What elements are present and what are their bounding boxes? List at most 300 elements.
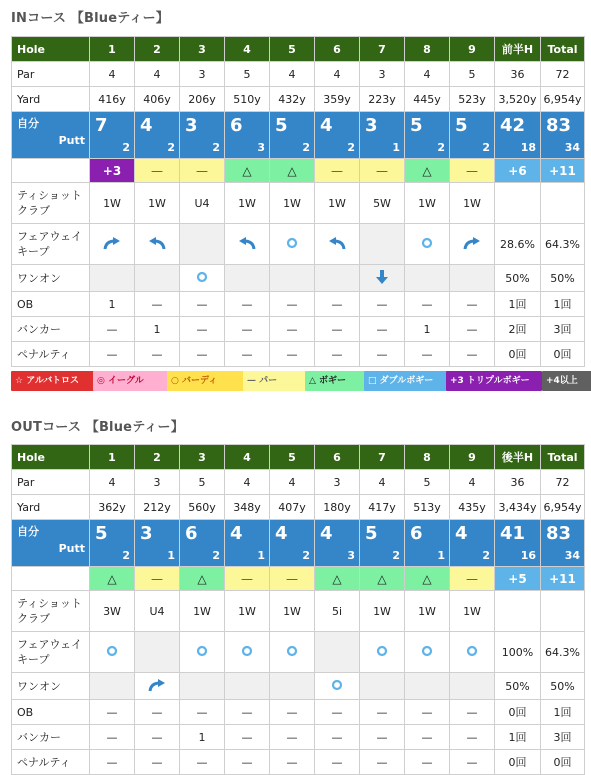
gir-row-cell (360, 265, 405, 292)
gir-hit-icon (331, 681, 343, 694)
stroke-count: 4 (230, 523, 243, 544)
par-row-cell: 4 (270, 62, 315, 87)
penalty-row-cell: — (360, 342, 405, 367)
par-row-cell: 4 (405, 62, 450, 87)
score-label-cell (12, 112, 90, 159)
gir-row-cell (225, 673, 270, 700)
gir-row-cell (225, 265, 270, 292)
result-label-cell (12, 567, 90, 591)
par-row-cell: 5 (180, 470, 225, 495)
par-row-cell: 4 (90, 62, 135, 87)
fairway-row (12, 224, 585, 265)
fairway-row-cell (90, 224, 135, 265)
penalty-row-label: ペナルティ (12, 750, 90, 775)
stroke-count: 41 (500, 523, 526, 544)
result-badge: △ (405, 567, 450, 591)
fairway-hit-icon (196, 647, 208, 660)
ob-row-cell: — (405, 700, 450, 725)
bunker-row-cell: — (315, 725, 360, 750)
yard-row-label: Yard (12, 87, 90, 112)
fairway-row-cell (180, 224, 225, 265)
bunker-row-cell: — (180, 317, 225, 342)
hole-header: 5 (270, 37, 315, 62)
result-badge: +11 (541, 567, 585, 591)
hole-header: 3 (180, 445, 225, 470)
ob-row-cell: — (270, 292, 315, 317)
result-badge: △ (270, 159, 315, 183)
stroke-count: 3 (365, 115, 378, 136)
fairway-row-label: フェアウェイ キープ (12, 224, 90, 265)
stroke-count: 5 (95, 523, 108, 544)
out-course-scorecard (11, 444, 585, 775)
putt-count: 2 (437, 141, 445, 154)
legend-eagle: ◎ イーグル (93, 371, 168, 391)
score-cell (135, 520, 180, 567)
yard-row-cell: 359y (315, 87, 360, 112)
gir-row-cell (405, 265, 450, 292)
gir-row-label: ワンオン (12, 265, 90, 292)
club-label: ティショット クラブ (12, 591, 90, 632)
hole-header: 9 (450, 37, 495, 62)
result-badge: — (270, 567, 315, 591)
bunker-row-cell: — (360, 317, 405, 342)
bunker-row-cell: 1回 (495, 725, 541, 750)
left-arrow-icon (238, 240, 256, 253)
par-row-cell: 4 (225, 470, 270, 495)
fairway-row-cell (270, 632, 315, 673)
result-badge: — (360, 159, 405, 183)
putt-count: 2 (122, 549, 130, 562)
fairway-row-cell (405, 632, 450, 673)
putt-count: 1 (392, 141, 400, 154)
legend-double-bogey: □ ダブルボギー (364, 371, 447, 391)
club-cell: 1W (90, 183, 135, 224)
putt-count: 2 (122, 141, 130, 154)
penalty-row (12, 342, 585, 367)
score-cell (135, 112, 180, 159)
par-row-cell: 3 (135, 470, 180, 495)
header-row (12, 445, 585, 470)
hole-header: 3 (180, 37, 225, 62)
score-cell (225, 112, 270, 159)
left-arrow-icon (148, 240, 166, 253)
left-arrow-icon (328, 240, 346, 253)
ob-row-cell: — (225, 700, 270, 725)
ob-row-cell: — (450, 292, 495, 317)
gir-row-cell (541, 673, 585, 700)
yard-row-cell: 180y (315, 495, 360, 520)
par-row-cell: 3 (315, 470, 360, 495)
gir-row-rate: 50% (550, 271, 575, 285)
score-cell (360, 112, 405, 159)
bunker-row (12, 725, 585, 750)
penalty-row-cell: 0回 (495, 750, 541, 775)
yard-row-label: Yard (12, 495, 90, 520)
stroke-count: 4 (140, 115, 153, 136)
bunker-row-cell: — (135, 725, 180, 750)
penalty-row-cell: — (135, 750, 180, 775)
par-row-cell: 5 (405, 470, 450, 495)
gir-row-cell (405, 673, 450, 700)
yard-row-cell: 416y (90, 87, 135, 112)
gir-hit-icon (196, 273, 208, 286)
gir-row-cell (450, 265, 495, 292)
yard-row-cell: 206y (180, 87, 225, 112)
penalty-row-cell: — (180, 342, 225, 367)
club-cell: 3W (90, 591, 135, 632)
gir-row-cell (495, 673, 541, 700)
hole-header: 5 (270, 445, 315, 470)
par-row-cell: 4 (90, 470, 135, 495)
ob-row-label: OB (12, 700, 90, 725)
fairway-row-cell (315, 632, 360, 673)
score-cell (270, 520, 315, 567)
penalty-row-cell: — (225, 750, 270, 775)
gir-row-cell (315, 673, 360, 700)
yard-row-cell: 212y (135, 495, 180, 520)
club-cell (541, 591, 585, 632)
ob-row (12, 700, 585, 725)
stroke-count: 4 (320, 523, 333, 544)
fairway-hit-icon (106, 647, 118, 660)
club-cell: 1W (225, 183, 270, 224)
result-badge: — (135, 567, 180, 591)
fairway-hit-icon (466, 647, 478, 660)
out-course-title: OUTコース 【Blueティー】 (11, 420, 184, 435)
score-cell (90, 520, 135, 567)
club-cell: 1W (450, 591, 495, 632)
in-course-scorecard (11, 36, 585, 367)
yard-row-cell: 417y (360, 495, 405, 520)
bunker-row-cell: — (450, 725, 495, 750)
gir-row-cell (270, 673, 315, 700)
right-arrow-icon (148, 682, 166, 695)
yard-row-cell: 513y (405, 495, 450, 520)
penalty-row-cell: — (405, 342, 450, 367)
gir-row-rate: 50% (550, 679, 575, 693)
legend-triple-bogey: +3 トリプルボギー (446, 371, 542, 391)
club-cell: 1W (270, 183, 315, 224)
penalty-row-cell: — (180, 750, 225, 775)
score-label: 自分 (17, 525, 39, 538)
gir-row-cell (135, 673, 180, 700)
hole-header: 前半H (495, 37, 541, 62)
score-row (12, 520, 585, 567)
stroke-count: 3 (140, 523, 153, 544)
ob-row-cell: — (450, 700, 495, 725)
yard-row (12, 495, 585, 520)
club-cell: 1W (270, 591, 315, 632)
par-row (12, 62, 585, 87)
legend-par: — パー (243, 371, 307, 391)
club-label: ティショット クラブ (12, 183, 90, 224)
club-cell (495, 591, 541, 632)
stroke-count: 5 (455, 115, 468, 136)
ob-row-label: OB (12, 292, 90, 317)
fairway-row-rate: 28.6% (500, 237, 535, 251)
result-badge: △ (360, 567, 405, 591)
stroke-count: 4 (275, 523, 288, 544)
putt-count: 2 (212, 549, 220, 562)
fairway-row (12, 632, 585, 673)
stroke-count: 4 (320, 115, 333, 136)
hole-header: Total (541, 445, 585, 470)
bunker-row-cell: 1 (135, 317, 180, 342)
gir-row-cell (90, 265, 135, 292)
score-cell (315, 520, 360, 567)
result-row (12, 159, 585, 183)
score-cell (541, 112, 585, 159)
putt-label: Putt (58, 542, 85, 555)
result-badge: +6 (495, 159, 541, 183)
score-cell (450, 112, 495, 159)
score-cell (495, 112, 541, 159)
right-arrow-icon (103, 240, 121, 253)
in-course-title: INコース 【Blueティー】 (11, 11, 169, 26)
yard-row-cell: 3,520y (495, 87, 541, 112)
par-row-cell: 4 (450, 470, 495, 495)
score-cell (315, 112, 360, 159)
hole-header: 6 (315, 37, 360, 62)
club-cell: 1W (405, 591, 450, 632)
club-row (12, 183, 585, 224)
fairway-row-cell (360, 632, 405, 673)
legend-bogey: △ ボギー (305, 371, 365, 391)
hole-header: 1 (90, 445, 135, 470)
ob-row-cell: 0回 (495, 700, 541, 725)
club-cell: 1W (135, 183, 180, 224)
score-cell (360, 520, 405, 567)
par-row (12, 470, 585, 495)
fairway-row-cell (541, 632, 585, 673)
bunker-row-cell: — (90, 725, 135, 750)
bunker-row-cell: — (405, 725, 450, 750)
stroke-count: 83 (546, 523, 572, 544)
ob-row-cell: 1回 (541, 292, 585, 317)
result-badge: △ (90, 567, 135, 591)
bunker-row-cell: — (270, 317, 315, 342)
ob-row-cell: 1回 (541, 700, 585, 725)
par-row-cell: 3 (360, 62, 405, 87)
yard-row-cell: 362y (90, 495, 135, 520)
par-row-cell: 5 (450, 62, 495, 87)
fairway-row-cell (135, 224, 180, 265)
score-cell (450, 520, 495, 567)
fairway-row-cell (90, 632, 135, 673)
score-row (12, 112, 585, 159)
par-row-cell: 4 (360, 470, 405, 495)
club-cell (495, 183, 541, 224)
penalty-row-cell: — (135, 342, 180, 367)
hole-header: 7 (360, 445, 405, 470)
penalty-row-cell: — (270, 750, 315, 775)
hole-header: 4 (225, 445, 270, 470)
ob-row-cell: — (360, 292, 405, 317)
hole-header: 2 (135, 37, 180, 62)
putt-count: 1 (437, 549, 445, 562)
bunker-row-cell: — (315, 317, 360, 342)
result-badge: △ (405, 159, 450, 183)
penalty-row-cell: — (225, 342, 270, 367)
legend-plus4: +4以上 (542, 371, 591, 391)
ob-row-cell: — (90, 700, 135, 725)
hole-header: 7 (360, 37, 405, 62)
fairway-row-cell (495, 224, 541, 265)
gir-row-rate: 50% (505, 271, 530, 285)
putt-count: 1 (167, 549, 175, 562)
bunker-row-cell: 3回 (541, 725, 585, 750)
score-cell (225, 520, 270, 567)
ob-row-cell: — (180, 292, 225, 317)
yard-row-cell: 3,434y (495, 495, 541, 520)
bunker-row-cell: 1 (180, 725, 225, 750)
penalty-row-cell: — (90, 750, 135, 775)
bunker-row-cell: — (225, 317, 270, 342)
result-badge: △ (315, 567, 360, 591)
score-legend (11, 371, 584, 391)
fairway-row-cell (270, 224, 315, 265)
right-arrow-icon (463, 240, 481, 253)
yard-row-cell: 510y (225, 87, 270, 112)
fairway-row-rate: 64.3% (545, 237, 580, 251)
stroke-count: 4 (455, 523, 468, 544)
ob-row-cell: — (315, 700, 360, 725)
result-badge: — (225, 567, 270, 591)
ob-row-cell: — (405, 292, 450, 317)
yard-row-cell: 6,954y (541, 87, 585, 112)
ob-row-cell: — (270, 700, 315, 725)
penalty-row-cell: — (270, 342, 315, 367)
gir-row-cell (270, 265, 315, 292)
stroke-count: 7 (95, 115, 108, 136)
putt-count: 2 (482, 141, 490, 154)
penalty-row-label: ペナルティ (12, 342, 90, 367)
gir-row-cell (541, 265, 585, 292)
hole-header: 1 (90, 37, 135, 62)
yard-row-cell: 407y (270, 495, 315, 520)
result-badge: △ (180, 567, 225, 591)
club-cell: 5i (315, 591, 360, 632)
result-label-cell (12, 159, 90, 183)
putt-count: 2 (482, 549, 490, 562)
penalty-row-cell: 0回 (495, 342, 541, 367)
club-cell: 1W (180, 591, 225, 632)
ob-row-cell: — (225, 292, 270, 317)
score-cell (541, 520, 585, 567)
yard-row-cell: 523y (450, 87, 495, 112)
result-badge: +11 (541, 159, 585, 183)
bunker-row-cell: — (225, 725, 270, 750)
fairway-row-cell (225, 224, 270, 265)
par-row-cell: 4 (270, 470, 315, 495)
bunker-row-cell: 1 (405, 317, 450, 342)
result-badge: +5 (495, 567, 541, 591)
penalty-row-cell: — (405, 750, 450, 775)
score-cell (405, 112, 450, 159)
result-badge: — (180, 159, 225, 183)
stroke-count: 83 (546, 115, 572, 136)
bunker-row-label: バンカー (12, 725, 90, 750)
score-cell (90, 112, 135, 159)
fairway-row-cell (541, 224, 585, 265)
bunker-row-cell: — (360, 725, 405, 750)
yard-row-cell: 6,954y (541, 495, 585, 520)
score-cell (180, 520, 225, 567)
gir-row-cell (90, 673, 135, 700)
gir-row (12, 265, 585, 292)
club-cell: U4 (135, 591, 180, 632)
club-cell: 5W (360, 183, 405, 224)
score-label-cell (12, 520, 90, 567)
penalty-row-cell: — (360, 750, 405, 775)
fairway-hit-icon (421, 239, 433, 252)
gir-row-cell (180, 673, 225, 700)
score-cell (180, 112, 225, 159)
bunker-row-label: バンカー (12, 317, 90, 342)
putt-count: 2 (302, 141, 310, 154)
gir-row-label: ワンオン (12, 673, 90, 700)
gir-row-cell (495, 265, 541, 292)
score-cell (405, 520, 450, 567)
par-row-label: Par (12, 62, 90, 87)
yard-row-cell: 432y (270, 87, 315, 112)
club-cell (541, 183, 585, 224)
stroke-count: 6 (410, 523, 423, 544)
gir-row-cell (360, 673, 405, 700)
fairway-hit-icon (421, 647, 433, 660)
club-cell: 1W (450, 183, 495, 224)
stroke-count: 5 (365, 523, 378, 544)
short-arrow-icon (376, 275, 388, 288)
penalty-row-cell: 0回 (541, 750, 585, 775)
putt-count: 1 (257, 549, 265, 562)
putt-count: 3 (257, 141, 265, 154)
result-badge: — (450, 567, 495, 591)
gir-row-cell (450, 673, 495, 700)
header-row (12, 37, 585, 62)
fairway-hit-icon (286, 647, 298, 660)
fairway-hit-icon (376, 647, 388, 660)
club-row (12, 591, 585, 632)
score-cell (270, 112, 315, 159)
par-row-label: Par (12, 470, 90, 495)
club-cell: 1W (405, 183, 450, 224)
fairway-row-cell (225, 632, 270, 673)
putt-count: 18 (520, 141, 536, 154)
par-row-cell: 36 (495, 470, 541, 495)
penalty-row-cell: — (90, 342, 135, 367)
yard-row-cell: 223y (360, 87, 405, 112)
result-badge: — (135, 159, 180, 183)
putt-label: Putt (58, 134, 85, 147)
legend-albatross: ☆ アルバトロス (11, 371, 94, 391)
hole-header: Total (541, 37, 585, 62)
par-row-cell: 72 (541, 62, 585, 87)
stroke-count: 6 (185, 523, 198, 544)
putt-count: 34 (564, 549, 580, 562)
putt-count: 2 (302, 549, 310, 562)
penalty-row-cell: — (450, 342, 495, 367)
yard-row-cell: 406y (135, 87, 180, 112)
ob-row-cell: 1回 (495, 292, 541, 317)
result-badge: — (450, 159, 495, 183)
putt-count: 34 (564, 141, 580, 154)
fairway-row-cell (405, 224, 450, 265)
ob-row-cell: — (360, 700, 405, 725)
stroke-count: 5 (410, 115, 423, 136)
club-cell: 1W (225, 591, 270, 632)
gir-row-cell (180, 265, 225, 292)
